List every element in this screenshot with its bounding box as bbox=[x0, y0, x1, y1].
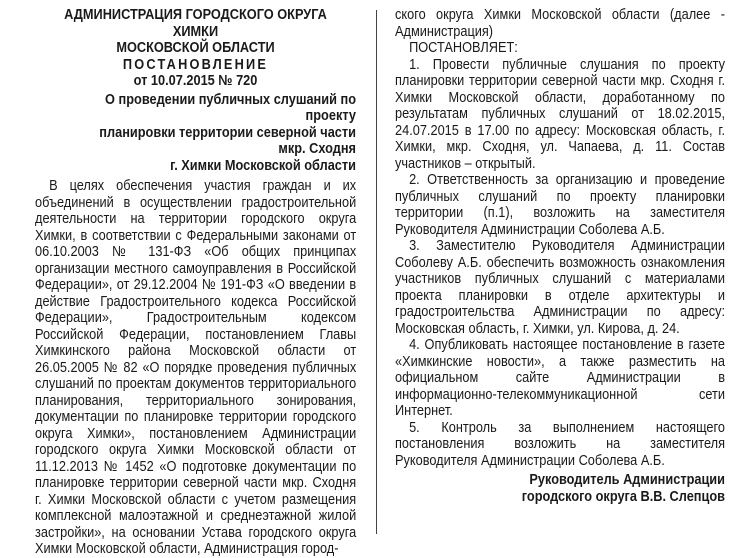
organization-line-2: МОСКОВСКОЙ ОБЛАСТИ bbox=[116, 40, 275, 56]
signature-line-1: Руководитель Администрации bbox=[529, 472, 725, 488]
signature-block bbox=[435, 472, 725, 506]
document-title-line-2: планировки территории северной части мкр. Сходня bbox=[99, 124, 356, 157]
document-title-line-3: г. Химки Московской области bbox=[170, 157, 356, 174]
document-type-label: ПОСТАНОВЛЕНИЕ bbox=[122, 56, 269, 73]
document-date: от 10.07.2015 № 720 bbox=[133, 73, 258, 89]
preamble-paragraph: В целях обеспечения участия граждан и их объединений в осуществлении градостроительной деятельности на территории городского округа Химки, в соответствии с Федеральными законами от 06.10.2003 № 131-ФЗ «Об общих принципах организации местного самоуправления в Российской Федерации», от 29.12.2004 № 191-ФЗ «О введении в действие Градостроительного кодекса Российской Федерации», Градостроительным кодексом Российской Федерации, постановлением Главы Химкинского района Московской области от 26.05.2005 № 82 «О порядке проведения публичных слушаний по проектам документов территориального планирования, территориального зонирования, документации по планировке территории городского округа Химки», постановлением Администрации городского округа Химки Московской области от 11.12.2013 № 1452 «О подготовке документации по планировке территории северной части мкр. Сходня г. Химки Московской области с учетом размещения комплексной малоэтажной и среднеэтажной жилой застройки», на основании Устава городского округа Химки Московской области, Администрация город- bbox=[35, 178, 357, 557]
left-column bbox=[35, 7, 356, 558]
item-4: 4. Опубликовать настоящее постановление в газете «Химкинские новости», а также разместить на официальном сайте Администрации в информационно-телекоммуникационной сети Интернет. bbox=[395, 337, 725, 419]
document-title-line-1: О проведении публичных слушаний по проекту bbox=[105, 91, 356, 124]
document-type bbox=[54, 57, 336, 74]
signature-line-2: городского округа В.В. Слепцов bbox=[521, 489, 725, 505]
preamble-continuation: ского округа Химки Московской области (далее - Администрация) bbox=[395, 7, 725, 40]
right-column bbox=[395, 7, 725, 506]
resolves-heading: ПОСТАНОВЛЯЕТ: bbox=[409, 40, 518, 56]
item-5: 5. Контроль за выполнением настоящего постановления возложить на заместителя Руководителя Администрации Соболева А.Б. bbox=[395, 419, 725, 469]
item-3: 3. Заместителю Руководителя Администрации Соболеву А.Б. обеспечить возможность ознакомления участников публичных слушаний с материалами проекта планировки в отделе архитектуры и градостроительства Администрации по адресу: Московская область, г. Химки, ул. Кирова, д. 24. bbox=[395, 238, 725, 337]
item-1: 1. Провести публичные слушания по проекту планировки территории северной части мкр. Сходня г. Химки Московской области, доработанному по результатам публичных слушаний от 18.02.2015, 24.07.2015 в 17.00 по адресу: Московская область, г. Химки, мкр. Сходня, ул. Чапаева, д. 11. Состав участников – открытый. bbox=[395, 56, 725, 172]
column-divider bbox=[376, 10, 377, 534]
organization-name bbox=[54, 7, 336, 57]
organization-line-1: АДМИНИСТРАЦИЯ ГОРОДСКОГО ОКРУГА ХИМКИ bbox=[64, 7, 327, 40]
item-2: 2. Ответственность за организацию и проведение публичных слушаний по проекту планировки территории (п.1), возложить на заместителя Руководителя Администрации Соболева А.Б. bbox=[395, 172, 725, 238]
document-title bbox=[74, 92, 356, 175]
